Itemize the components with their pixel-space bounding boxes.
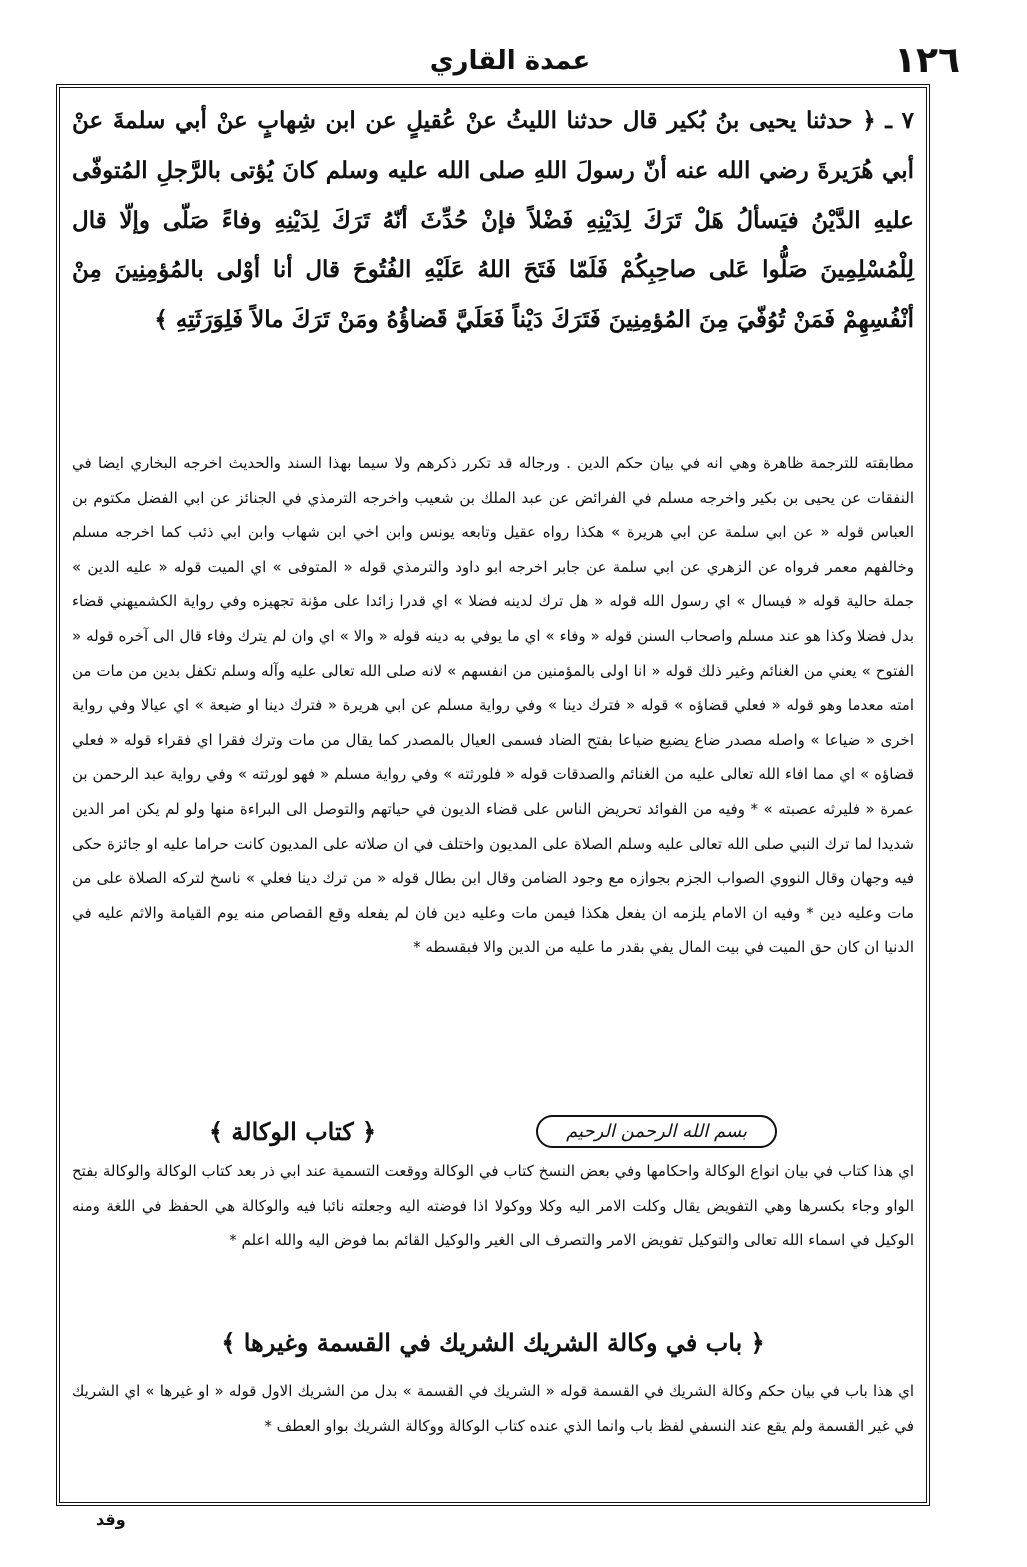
running-header <box>60 38 960 88</box>
commentary-block-2 <box>72 1154 914 1304</box>
hadith-text: ٧ ـ ﴿ حدثنا يحيى بنُ بُكير قال حدثنا الليثُ عنْ عُقيلٍ عن ابن شِهابٍ عنْ أبي سلمةَ عنْ أبي هُرَيرةَ رضي الله عنه أنّ رسولَ اللهِ صلى الله عليه وسلم كانَ يُؤتى بالرَّجلِ المُتوفّى عليهِ الدَّيْنُ فيَسألُ هَلْ تَرَكَ لِدَيْنِهِ فَضْلاً فإنْ حُدِّثَ أنّهُ تَرَكَ لِدَيْنِهِ وفاءً صَلّى وإلّا قال لِلْمُسْلِمِينَ صَلُّوا عَلى صاحِبِكُمْ فَلَمّا فَتَحَ اللهُ عَلَيْهِ الفُتُوحَ قال أنا أوْلى بالمُؤمِنِينَ مِنْ أنْفُسِهِمْ فَمَنْ تُوُفّيَ مِنَ المُؤمِنِينَ فَتَرَكَ دَيْناً فَعَلَيَّ قَضاؤُهُ ومَنْ تَرَكَ مالاً فَلِوَرَثَتِهِ ﴾ <box>72 107 914 334</box>
commentary-block-3 <box>72 1374 914 1450</box>
commentary-text-3: اي هذا باب في بيان حكم وكالة الشريك في القسمة قوله « الشريك في القسمة » بدل من الشريك الاول قوله « او غيرها » اي الشريك في غير القسمة ولم يقع عند النسفي لفظ باب وانما الذي عنده كتاب الوكالة ووكالة الشريك بواو العطف * <box>72 1382 914 1435</box>
commentary-text-1: مطابقته للترجمة ظاهرة وهي انه في بيان حكم الدين . ورجاله قد تكرر ذكرهم ولا سيما بهذا السند والحديث اخرجه البخاري ايضا في النفقات عن يحيى بن بكير واخرجه مسلم في الفرائض عن عبد الملك بن شعيب واخرجه الترمذي في الجنائز عن ابي الفضل مكتوم بن العباس قوله « عن ابي سلمة عن ابي هريرة » هكذا رواه عقيل وتابعه يونس وابن اخي ابن شهاب وابن ابي ذئب كما اخرجه مسلم وخالفهم معمر فرواه عن الزهري عن ابي سلمة عن جابر اخرجه ابو داود والترمذي قوله « المتوفى » اي الميت قوله « عليه الدين » جملة حالية قوله « فيسال » اي رسول الله قوله « هل ترك لدينه فضلا » اي قدرا زائدا على مؤنة تجهيزه وفي رواية الكشميهني قضاء بدل فضلا وكذا هو عند مسلم واصحاب السنن قوله « وفاء » اي ما يوفي به دينه قوله « والا » اي وان لم يترك وفاء قال الى آخره قوله « الفتوح » يعني من الغنائم وغير ذلك قوله « انا اولى بالمؤمنين من انفسهم » لانه صلى الله تعالى عليه وآله وسلم تكفل بدين من مات من امته معدما وهو قوله « فعلي قضاؤه » قوله « فترك دينا » وفي رواية مسلم عن ابي هريرة « فترك دينا او ضيعة » اي عيالا وفي رواية اخرى « ضياعا » واصله مصدر ضاع يضيع ضياعا بفتح الضاد فسمى العيال بالمصدر كما يقال من مات وترك فقرا اي فقراء قوله « فعلي قضاؤه » اي مما افاء الله تعالى عليه من الغنائم والصدقات قوله « فلورثته » وفي رواية مسلم « فهو لورثته » وفي رواية عبد الرحمن بن عمرة « فليرثه عصبته » * وفيه من الفوائد تحريض الناس على قضاء الديون في حياتهم والتوصل الى البراءة منها ولو لم يكن امر الدين شديدا لما ترك النبي صلى الله تعالى عليه وسلم الصلاة على المديون واختلف في ان صلاته على المديون كانت حراما عليه او جائزة حكى فيه وجهان وقال النووي الصواب الجزم بجوازه مع وجود الضامن وقال ابن بطال قوله « من ترك دينا فعلي » ناسخ لتركه الصلاة على من مات وعليه دين * وفيه ان الامام يلزمه ان يفعل هكذا فيمن مات وعليه دين فان لم يفعله وقع القصاص منه يوم القيامة والاثم عليه في الدنيا ان كان حق الميت في بيت المال يفي بقدر ما عليه من الدين والا فبقسطه * <box>72 454 914 957</box>
page-frame <box>56 84 930 1506</box>
commentary-block-1 <box>72 446 914 1106</box>
page-content <box>72 96 914 1435</box>
section-heading-row <box>72 1106 914 1156</box>
commentary-text-2: اي هذا كتاب في بيان انواع الوكالة واحكامها وفي بعض النسخ كتاب في الوكالة ووقعت التسمية عند ابي ذر بعد كتاب الوكالة والوكالة بفتح الواو وجاء بكسرها وهي التفويض يقال وكلت الامر اليه وكلا ووكولا اذا فوضته اليه وجعلته نائبا فيه والوكالة هي الحفظ في اللغة ومنه الوكيل في اسماء الله تعالى والتوكيل تفويض الامر والتصرف الى الغير والوكيل القائم بما فوض اليه والله اعلم * <box>72 1162 914 1250</box>
bismillah-cartouche: بسم الله الرحمن الرحيم <box>536 1115 777 1148</box>
hadith-block <box>72 96 914 446</box>
catchword: وقد <box>96 1510 126 1529</box>
page-number: ١٢٦ <box>894 40 960 81</box>
chapter-heading: ﴿ باب في وكالة الشريك الشريك في القسمة وغيرها ﴾ <box>221 1328 765 1357</box>
book-heading: ﴿ كتاب الوكالة ﴾ <box>209 1116 377 1146</box>
book-title: عمدة القاري <box>429 46 591 76</box>
